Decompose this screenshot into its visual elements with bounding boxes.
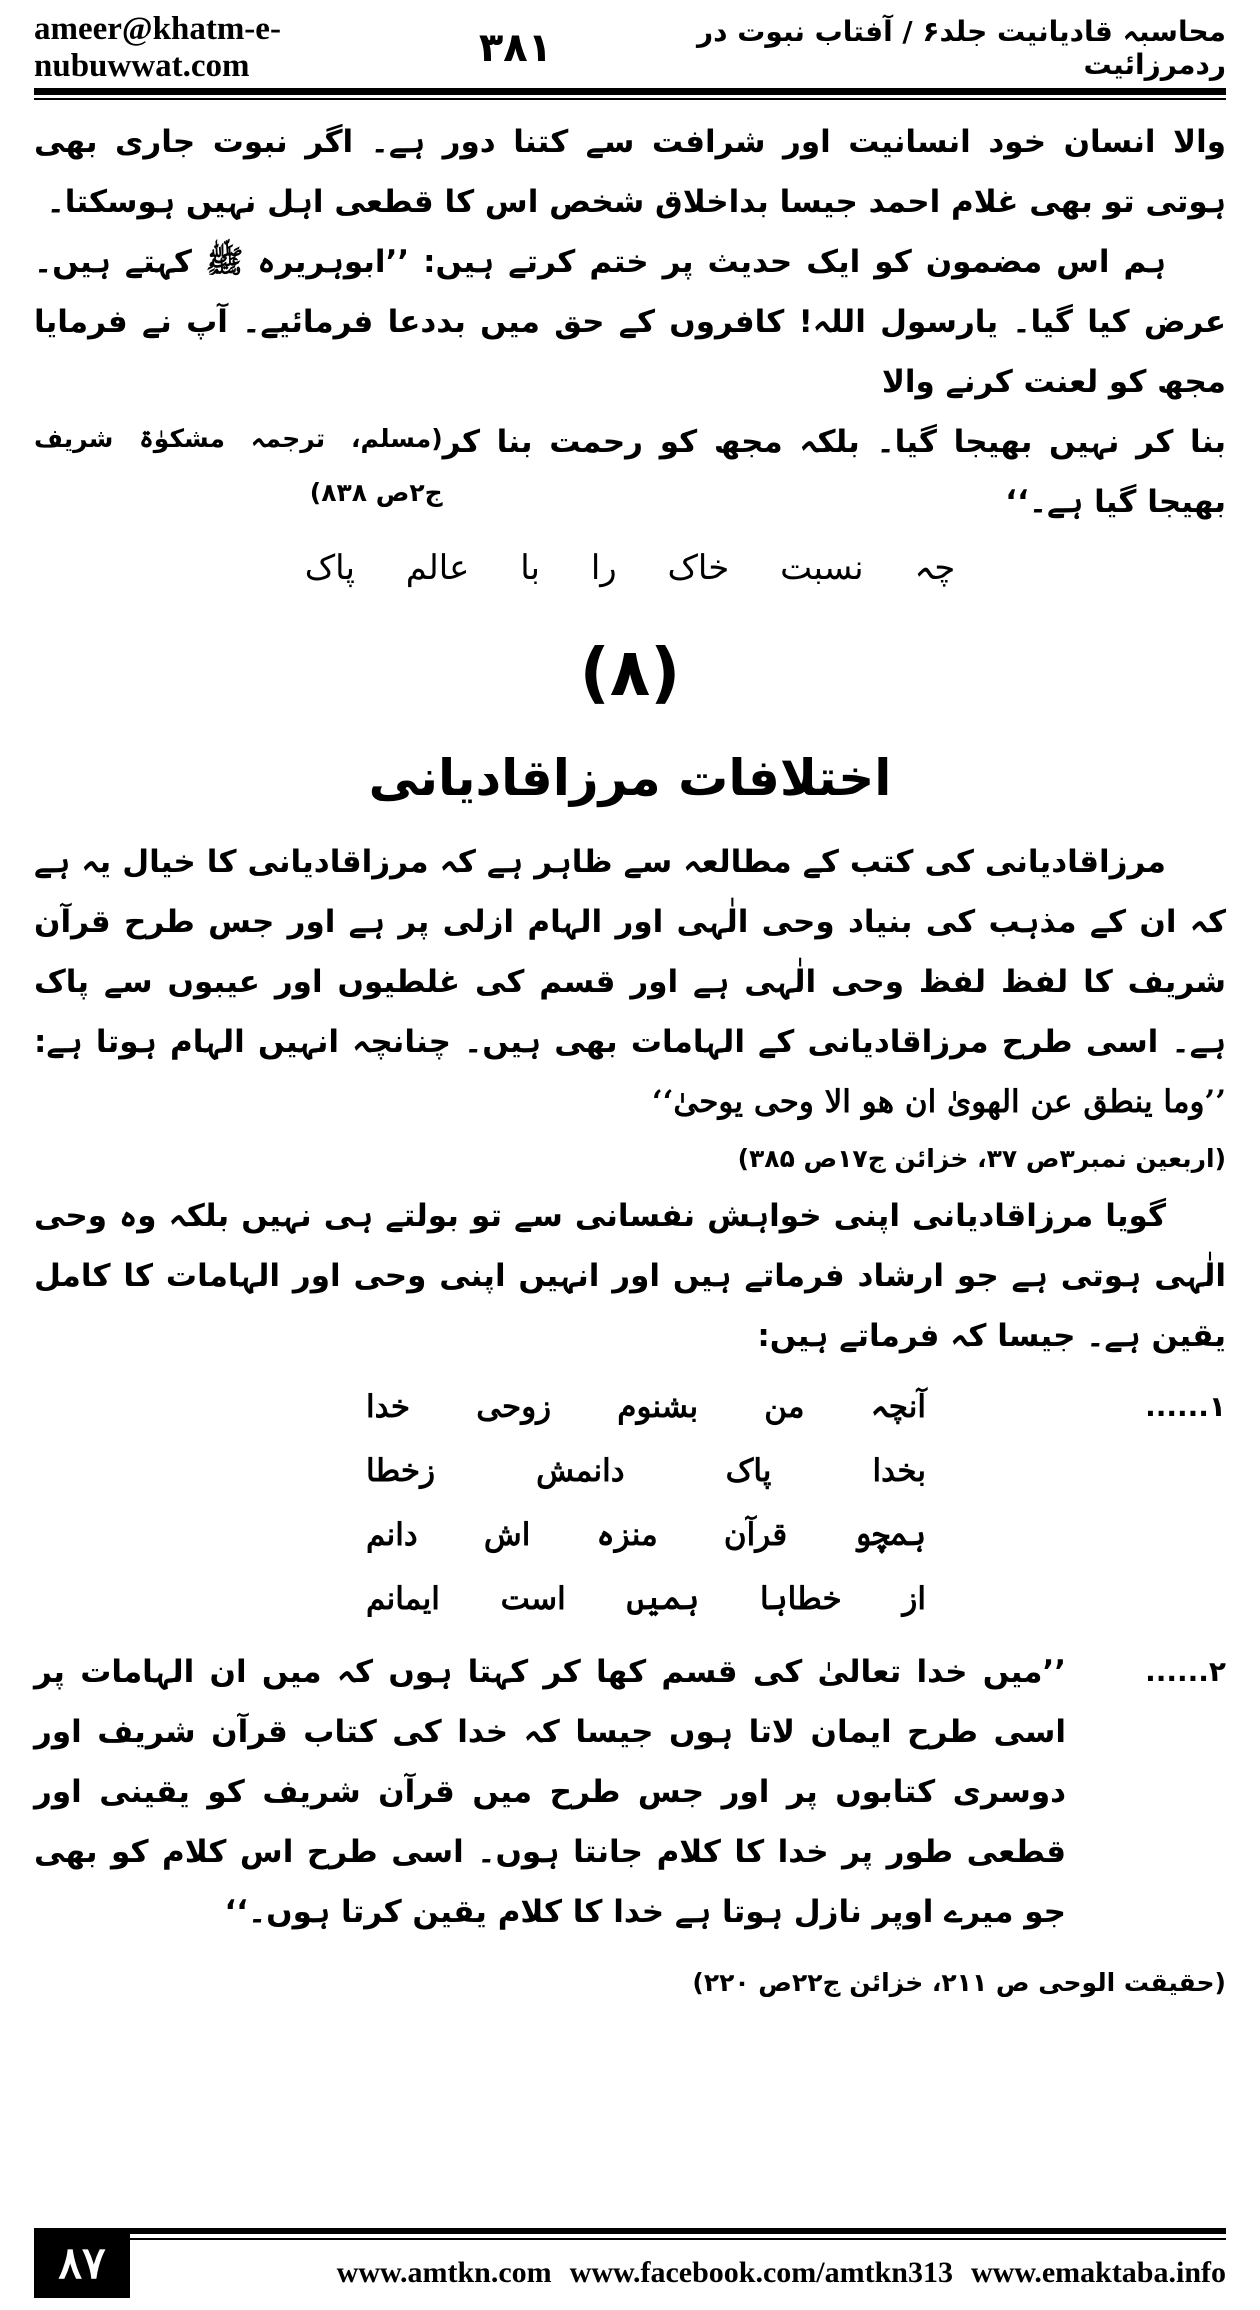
poem-word: ہمچو bbox=[853, 1517, 926, 1553]
header-page-number: ۳۸۱ bbox=[478, 25, 553, 71]
poem-word: پاک bbox=[725, 1453, 772, 1489]
poem-word: خطاہا bbox=[759, 1581, 842, 1617]
poem-word: منزہ bbox=[596, 1517, 658, 1553]
footer-divider-thick bbox=[34, 2228, 1226, 2234]
poem-word: زخطا bbox=[366, 1453, 436, 1489]
citation-2: (اربعین نمبر۳ص ۳۷، خزائن ج۱۷ص ۳۸۵) bbox=[737, 1144, 1226, 1173]
hadith-end-line bbox=[34, 412, 1226, 532]
paragraph-1: والا انسان خود انسانیت اور شرافت سے کتنا دور ہے۔ اگر نبوت جاری بھی ہوتی تو بھی غلام احمد جیسا بداخلاق شخص اس کا قطعی اہل نہیں ہوسکتا۔ bbox=[34, 124, 1226, 220]
section-number: (۸) bbox=[579, 634, 681, 711]
footer-link-emaktaba[interactable]: www.emaktaba.info bbox=[970, 2256, 1226, 2289]
header-book-title: محاسبہ قادیانیت جلد۶ / آفتاب نبوت در ردمرزائیت bbox=[697, 15, 1226, 81]
persian-verse: چہ نسبت خاک را با عالم پاک bbox=[304, 548, 956, 588]
quote-item-2 bbox=[34, 1642, 1226, 1942]
poem-word: ہمیں bbox=[626, 1581, 700, 1617]
poem-word: از bbox=[902, 1581, 926, 1617]
poem-line bbox=[366, 1376, 926, 1438]
hadith-citation: (مسلم، ترجمہ مشکوٰۃ شریف ج۲ص ۸۳۸) bbox=[34, 424, 443, 507]
poem-word: آنچہ bbox=[870, 1389, 926, 1425]
item2-text: ’’میں خدا تعالیٰ کی قسم کھا کر کہتا ہوں کہ میں ان الہامات پر اسی طرح ایمان لاتا ہوں جیسا کہ خدا کی کتاب قرآن شریف اور دوسری کتابوں پر اور جس طرح میں قرآن شریف کو یقینی اور قطعی طور پر خدا کا کلام جانتا ہوں۔ اسی طرح اس کلام کو بھی جو میرے اوپر نازل ہوتا ہے خدا کا کلام یقین کرتا ہوں۔‘‘ bbox=[34, 1654, 1066, 1930]
poem-line bbox=[366, 1440, 926, 1502]
item2-marker: ۲...... bbox=[1145, 1655, 1226, 1688]
arabic-quote: ’’وما ینطق عن الھویٰ ان ھو الا وحی یوحیٰ‘‘ bbox=[651, 1084, 1226, 1120]
footer-page-box: ۸۷ bbox=[34, 2228, 130, 2298]
hadith-end-text: بنا کر نہیں بھیجا گیا۔ بلکہ مجھ کو رحمت بنا کر بھیجا گیا ہے۔‘‘ bbox=[442, 424, 1226, 520]
paragraph-3: گویا مرزاقادیانی اپنی خواہش نفسانی سے تو بولتے ہی نہیں بلکہ وہ وحی الٰہی ہوتی ہے جو ارشاد فرماتے ہیں اور انہیں اپنی وحی اور الہامات کا کامل یقین ہے۔ جیسا کہ فرماتے ہیں: bbox=[34, 1198, 1226, 1354]
page-header bbox=[34, 11, 1226, 84]
poem-word: دانمش bbox=[536, 1453, 625, 1489]
header-divider-thin bbox=[34, 98, 1226, 100]
header-email: ameer@khatm-e-nubuwwat.com bbox=[34, 11, 281, 84]
persian-poem bbox=[34, 1376, 1226, 1636]
poem-word: زوحی bbox=[476, 1389, 552, 1425]
paragraph-2 bbox=[34, 832, 1226, 1132]
poem-word: من bbox=[764, 1389, 805, 1425]
header-divider-thick bbox=[34, 88, 1226, 95]
footer-link-amtkn[interactable]: www.amtkn.com bbox=[336, 2256, 552, 2289]
poem-word: ایمانم bbox=[366, 1581, 440, 1617]
poem-word: است bbox=[500, 1581, 566, 1617]
poem-word: بخدا bbox=[872, 1453, 926, 1489]
hadith-paragraph: ہم اس مضمون کو ایک حدیث پر ختم کرتے ہیں: ’’ابوہریرہ ﷺ کہتے ہیں۔ عرض کیا گیا۔ یارسول اللہ! کافروں کے حق میں بددعا فرمائیے۔ آپ نے فرمایا مجھ کو لعنت کرنے والا bbox=[34, 244, 1226, 400]
footer-links bbox=[150, 2248, 1226, 2298]
poem-line bbox=[366, 1568, 926, 1630]
section-title: اختلافات مرزاقادیانی bbox=[368, 749, 892, 807]
poem-word: خدا bbox=[366, 1389, 411, 1425]
header-right bbox=[479, 15, 1226, 81]
poem-word: اش bbox=[483, 1517, 531, 1553]
footer-divider-thin bbox=[34, 2238, 1226, 2240]
paragraph-2-text: مرزاقادیانی کی کتب کے مطالعہ سے ظاہر ہے کہ مرزاقادیانی کا خیال یہ ہے کہ ان کے مذہب کی بنیاد وحی الٰہی اور الہام ازلی پر ہے اور جس طرح قرآن شریف کا لفظ لفظ وحی الٰہی ہے اور قسم کی غلطیوں اور عیبوں سے پاک ہے۔ اسی طرح مرزاقادیانی کے الہامات بھی ہیں۔ چنانچہ انہیں الہام ہوتا ہے: bbox=[34, 844, 1226, 1060]
poem-word: قرآن bbox=[723, 1517, 788, 1553]
poem-word: دانم bbox=[366, 1517, 418, 1553]
poem-marker: ۱...... bbox=[1145, 1390, 1226, 1423]
poem-word: بشنوم bbox=[617, 1389, 699, 1425]
poem-line bbox=[366, 1504, 926, 1566]
page-body bbox=[34, 112, 1226, 2010]
footer-link-facebook[interactable]: www.facebook.com/amtkn313 bbox=[569, 2256, 953, 2289]
citation-3: (حقیقت الوحی ص ۲۱۱، خزائن ج۲۲ص ۲۲۰) bbox=[692, 1968, 1226, 1997]
